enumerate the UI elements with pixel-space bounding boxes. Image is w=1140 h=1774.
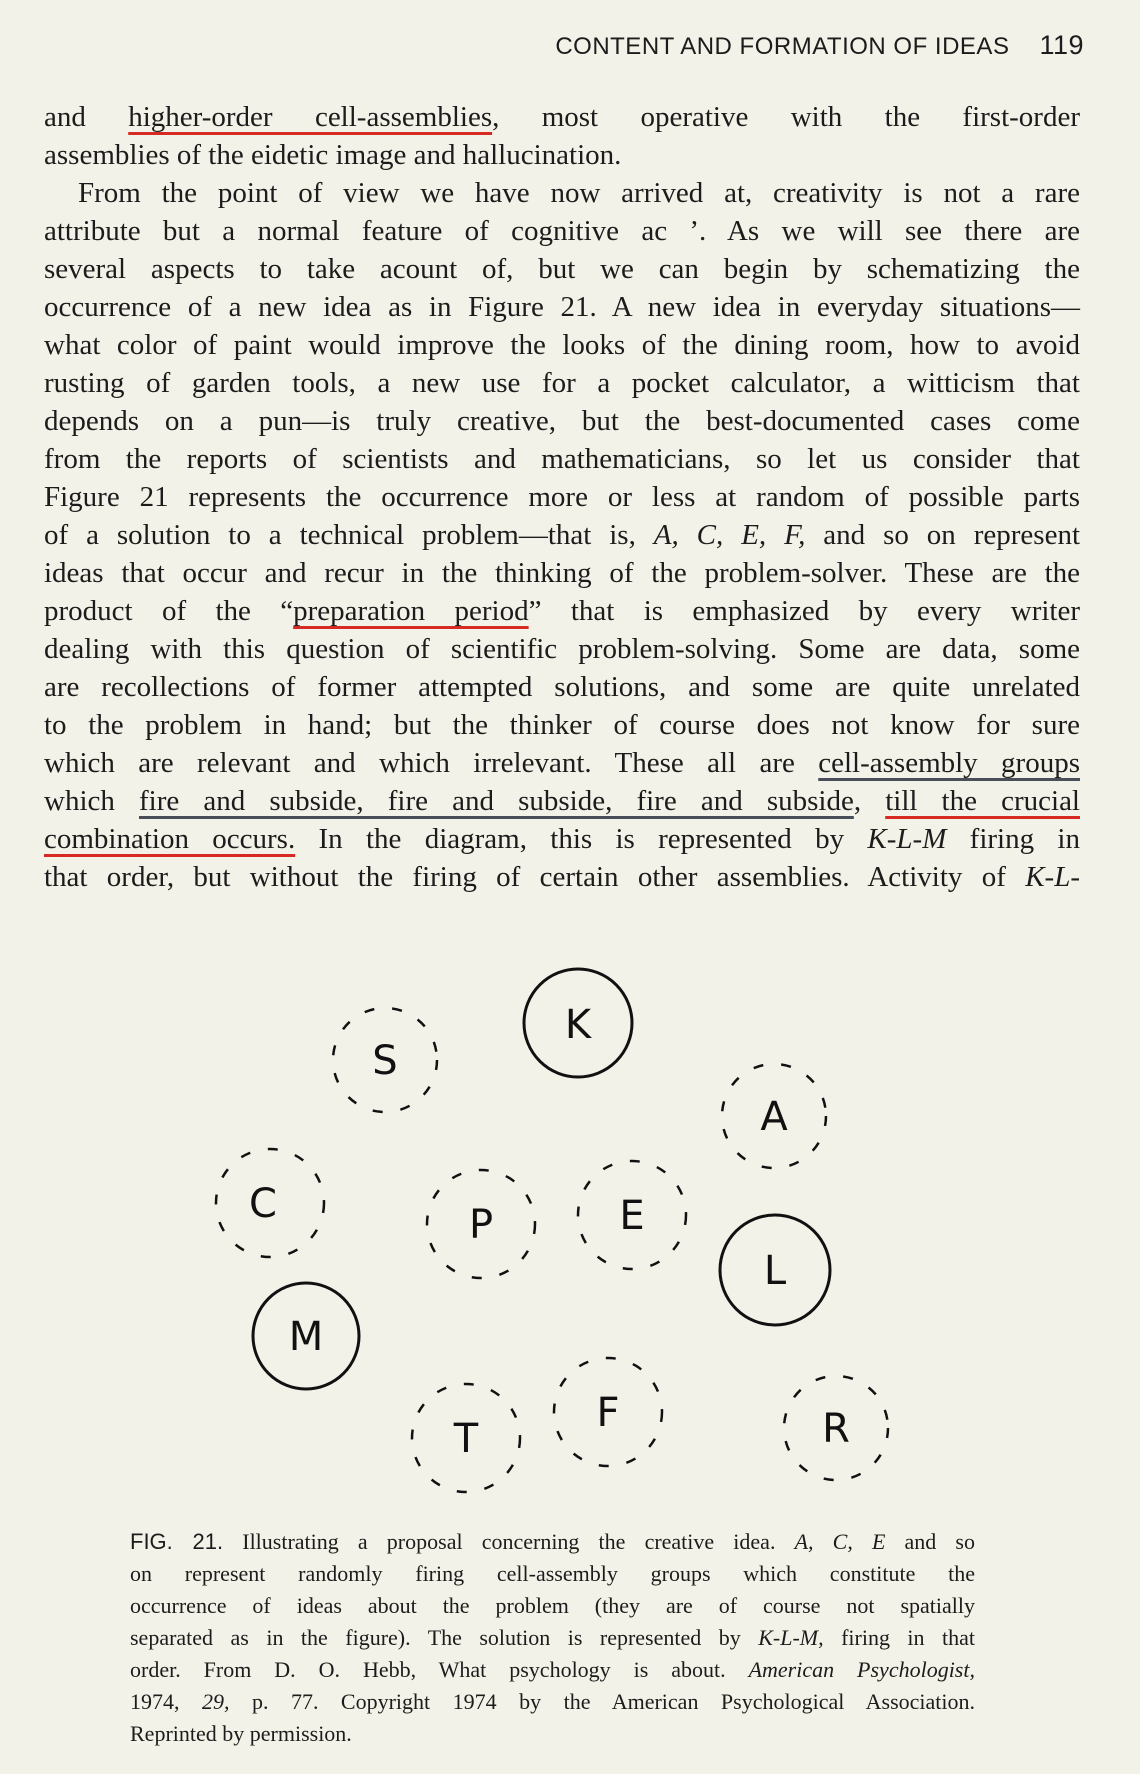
highlight-higher-order: higher-order cell-assemblies [128, 101, 493, 133]
running-header [555, 30, 1084, 61]
running-title: CONTENT AND FORMATION OF IDEAS [555, 33, 1010, 60]
text-line: attribute but a normal feature of cognitive ac ʼ. As we will see there are [44, 215, 1080, 247]
text-line: assemblies of the eidetic image and hallucination. [44, 139, 622, 171]
text-line: that order, but without the firing of certain other assemblies. Activity of K-L- [44, 861, 1080, 893]
text-line: from the reports of scientists and mathematicians, so let us consider that [44, 443, 1080, 475]
assembly-label: S [372, 1038, 398, 1084]
assembly-label: A [760, 1094, 788, 1140]
assembly-label: R [822, 1406, 850, 1452]
text-line: which fire and subside, fire and subside, fire and subside, till the crucial [44, 785, 1080, 817]
assembly-A [722, 1064, 826, 1168]
assembly-S [333, 1008, 437, 1112]
figure-caption [130, 1526, 975, 1750]
caption-line: Reprinted by permission. [130, 1721, 352, 1746]
assembly-R [784, 1376, 888, 1480]
highlight-fire-and-subside: fire and subside, fire and subside, fire and subside [139, 785, 854, 817]
assembly-E [578, 1161, 686, 1269]
assembly-K [524, 969, 632, 1077]
highlight-combination-occurs: combination occurs. [44, 823, 296, 855]
assembly-C [216, 1149, 324, 1257]
page-number: 119 [1039, 30, 1084, 60]
text-line: and higher-order cell-assemblies, most operative with the first-order [44, 101, 1080, 133]
text-line: occurrence of a new idea as in Figure 21. A new idea in everyday situations— [44, 291, 1080, 323]
caption-line: 1974, 29, p. 77. Copyright 1974 by the American Psychological Association. [130, 1689, 975, 1714]
caption-line: separated as in the figure). The solution is represented by K-L-M, firing in that [130, 1625, 976, 1650]
assembly-F [554, 1358, 662, 1466]
assembly-label: M [288, 1314, 324, 1360]
text-line: product of the “preparation period” that is emphasized by every writer [44, 595, 1081, 627]
assembly-label: E [619, 1193, 645, 1239]
text-line: depends on a pun—is truly creative, but the best-documented cases come [44, 405, 1080, 437]
text-line: Figure 21 represents the occurrence more or less at random of possible parts [44, 481, 1080, 513]
caption-line: order. From D. O. Hebb, What psychology is about. American Psychologist, [130, 1657, 975, 1682]
assembly-label: P [468, 1202, 494, 1248]
highlight-preparation-period: preparation period [293, 595, 529, 627]
caption-line: on represent randomly firing cell-assembly groups which constitute the [130, 1561, 975, 1586]
highlight-till-the-crucial: till the crucial [885, 785, 1080, 817]
text-line: are recollections of former attempted solutions, and some are quite unrelated [44, 671, 1080, 703]
assembly-label: C [249, 1181, 277, 1227]
assembly-diagram [0, 950, 1140, 1510]
text-line: what color of paint would improve the looks of the dining room, how to avoid [44, 329, 1080, 361]
assembly-label: T [453, 1416, 479, 1462]
text-line: of a solution to a technical problem—that is, A, C, E, F, and so on represent [44, 519, 1081, 551]
caption-line: FIG. 21. Illustrating a proposal concerning the creative idea. A, C, E and so [130, 1529, 975, 1554]
highlight-cell-assembly-groups: cell-assembly groups [818, 747, 1080, 779]
assembly-label: L [763, 1248, 787, 1294]
text-line: rusting of garden tools, a new use for a pocket calculator, a witticism that [44, 367, 1080, 399]
assembly-P [427, 1170, 535, 1278]
assembly-L [720, 1215, 830, 1325]
caption-line: occurrence of ideas about the problem (they are of course not spatially [130, 1593, 975, 1618]
text-line: dealing with this question of scientific problem-solving. Some are data, some [44, 633, 1080, 665]
text-line: From the point of view we have now arrived at, creativity is not a rare [78, 177, 1080, 209]
text-line: to the problem in hand; but the thinker of course does not know for sure [44, 709, 1080, 741]
figure-21-diagram [0, 950, 1140, 1510]
body-text [44, 98, 1080, 896]
text-line: ideas that occur and recur in the thinking of the problem-solver. These are the [44, 557, 1080, 589]
assembly-label: K [564, 1002, 592, 1048]
figure-label: FIG. 21. [130, 1529, 224, 1554]
assembly-T [412, 1384, 520, 1492]
text-line: which are relevant and which irrelevant. These all are cell-assembly groups [44, 747, 1080, 779]
assembly-M [253, 1283, 359, 1389]
text-line: several aspects to take acount of, but we can begin by schematizing the [44, 253, 1080, 285]
assembly-label: F [596, 1390, 620, 1436]
text-line: combination occurs. In the diagram, this is represented by K-L-M firing in [44, 823, 1080, 855]
